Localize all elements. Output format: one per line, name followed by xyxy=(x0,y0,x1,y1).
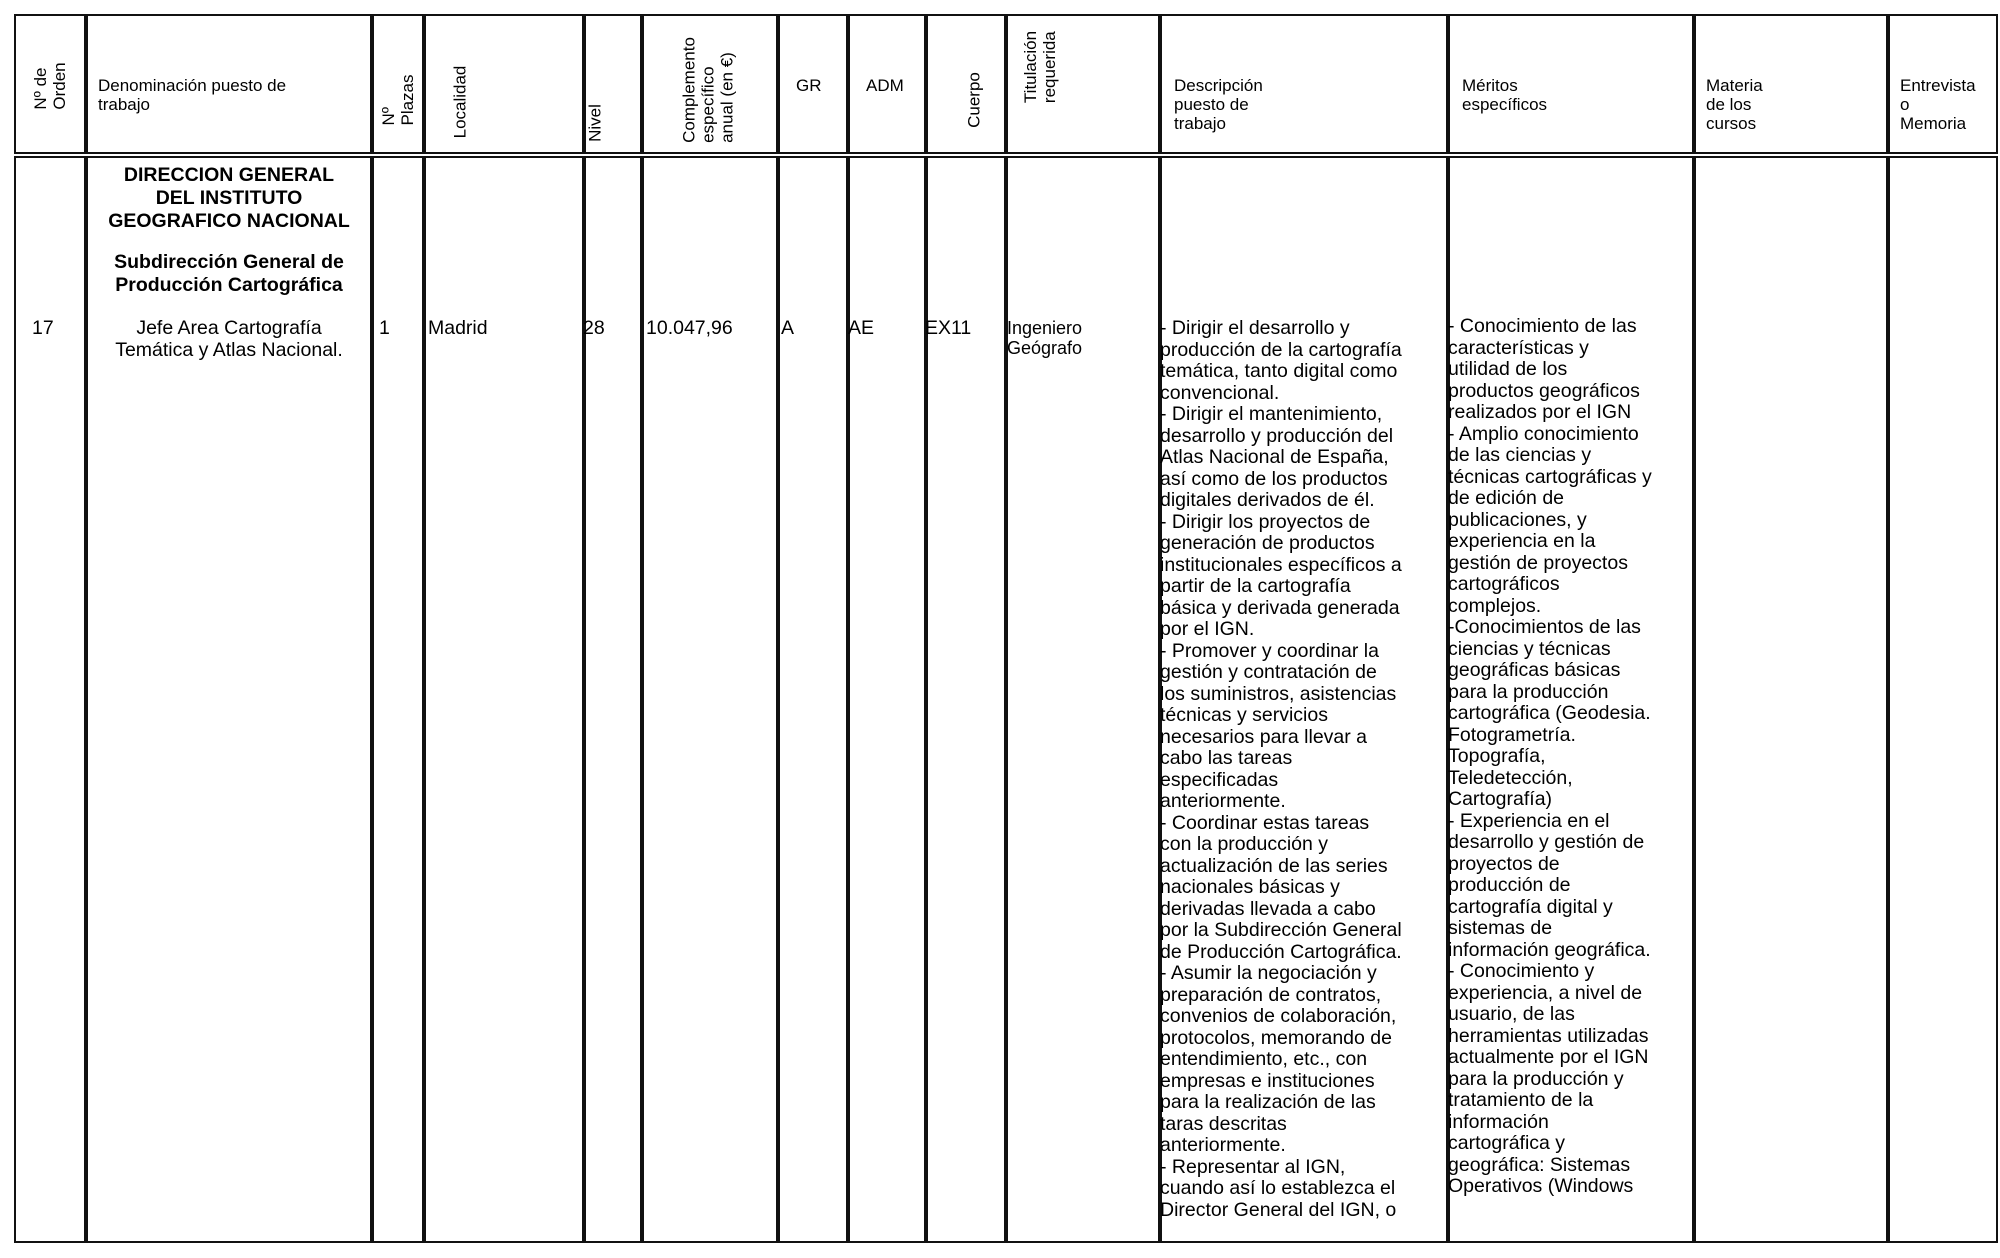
row-complemento: 10.047,96 xyxy=(646,317,733,339)
row-cuerpo: EX11 xyxy=(925,317,972,339)
row-puesto: Jefe Area Cartografía Temática y Atlas Nacional. xyxy=(115,317,343,361)
row-adm: AE xyxy=(848,317,875,339)
header-nivel: Nivel xyxy=(585,104,605,142)
header-plazas: Nº Plazas xyxy=(379,74,417,126)
header-denominacion: Denominación puesto de trabajo xyxy=(98,76,287,114)
row-materia-cell xyxy=(1694,156,1888,1243)
row-entrevista-cell xyxy=(1888,156,1998,1243)
header-materia: Materia de los cursos xyxy=(1706,76,1763,133)
row-orden: 17 xyxy=(32,317,54,339)
header-orden: Nº de Orden xyxy=(31,62,69,110)
row-subdireccion: Subdirección General de Producción Cartográfica xyxy=(114,251,344,296)
header-complemento: Complemento específico anual (en €) xyxy=(679,37,737,143)
row-descripcion: - Dirigir el desarrollo y producción de la cartografía temática, tanto digital como convencional. - Dirigir el mantenimiento, desarrollo y producción del Atlas Nacional de España, así como de los productos digitales derivados de él. - Dirigir los proyectos de generación de productos institucionales específicos a partir de la cartografía básica y derivada generada por el IGN. - Promover y coordinar la gestión y contratación de los suministros, asistencias técnicas y servicios necesarios para llevar a cabo las tareas especificadas anteriormente. - Coordinar estas tareas con la producción y actualización de las series nacionales básicas y derivadas llevada a cabo por la Subdirección General de Producción Cartográfica. - Asumir la negociación y preparación de contratos, convenios de colaboración, protocolos, memorando de entendimiento, etc., con empresas e instituciones para la realización de las taras descritas anteriormente. - Representar al IGN, cuando así lo establezca el Director General del IGN, o xyxy=(1160,317,1402,1221)
row-gr: A xyxy=(781,317,795,339)
header-titulacion: Titulación requerida xyxy=(1021,30,1059,104)
header-meritos: Méritos específicos xyxy=(1462,76,1548,114)
row-direccion-general: DIRECCION GENERAL DEL INSTITUTO GEOGRAFICO NACIONAL xyxy=(108,164,350,232)
row-nivel: 28 xyxy=(583,317,605,339)
header-cuerpo: Cuerpo xyxy=(964,72,984,128)
header-entrevista: Entrevista o Memoria xyxy=(1900,76,1976,133)
header-gr: GR xyxy=(796,76,822,95)
row-titulacion: Ingeniero Geógrafo xyxy=(1007,318,1083,358)
header-adm: ADM xyxy=(866,76,904,95)
row-localidad: Madrid xyxy=(428,317,488,339)
row-plazas: 1 xyxy=(379,317,390,339)
row-meritos: - Conocimiento de las características y utilidad de los productos geográficos realizados por el IGN - Amplio conocimiento de las ciencias y técnicas cartográficas y de edición de publicaciones, y experiencia en la gestión de proyectos cartográficos complejos. -Conocimientos de las ciencias y técnicas geográficas básicas para la producción cartográfica (Geodesia. Fotogrametría. Topografía, Teledetección, Cartografía) - Experiencia en el desarrollo y gestión de proyectos de producción de cartografía digital y sistemas de información geográfica. - Conocimiento y experiencia, a nivel de usuario, de las herramientas utilizadas actualmente por el IGN para la producción y tratamiento de la información cartográfica y geográfica: Sistemas Operativos (Windows xyxy=(1448,315,1652,1197)
header-localidad-cell xyxy=(424,14,584,154)
header-localidad: Localidad xyxy=(450,65,470,139)
header-descripcion: Descripción puesto de trabajo xyxy=(1174,76,1263,133)
